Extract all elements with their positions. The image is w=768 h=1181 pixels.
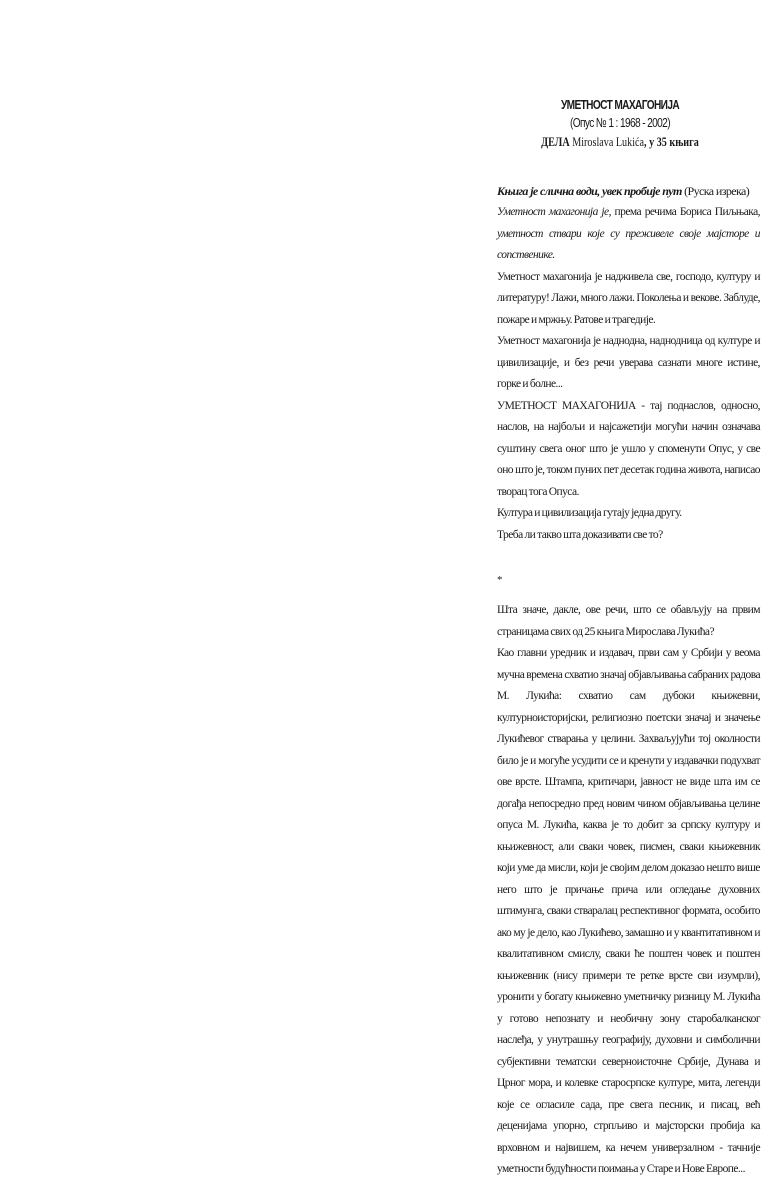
- works-line: [511, 132, 729, 152]
- works-author: Miroslava Lukića: [572, 134, 645, 149]
- paragraph-8: Као главни уредник и издавач, први сам у Србији у веома мучна времена схватио значај објављивања сабраних радова М. Лукића: схватио сам дубоки књижевни, културноисторијски, религиозно поетски значај и значење Лукићевог стварања у целини. Захваљујући тој околности било је и могуће усудити се и кренути у издавачки подухват ове врсте. Штампа, критичари, јавност не виде шта им се догађа непосредно пред новим чином објављивања целине опуса М. Лукића, каква је то добит за српску културу и књижевност, али сваки човек, писмен, сваки књижевник који уме да мисли, који је својим делом доказао нешто више него што је причање прича или огледање духовних штимунга, сваки стваралац респективног формата, особито ако му је дело, као Лукићево, замашно и у квантитативном и квалитативном смислу, сваки ће поштен човек и поштен књижевник (нису примери те ретке врсте сви изумрли), уронити у богату књижевно уметничку ризницу М. Лукића у готово непознату и необичну зону старобалканског наслеђа, у унутрашњу географију, духовни и симболични субјективни тематски северноисточне Србије, Дунава и Црног мора, и колевке старосрпске културе, мита, легенди које се огласиле сада, пре свега песник, и писац, већ деценијама упорно, стрпљиво и мајсторски пробија ка врховном и највишем, ка нечем универзалном - тачније уметности будућности поимања у Старе и Нове Европе...: [497, 647, 760, 1175]
- motto-text: Књига је слична води, увек пробије пут: [497, 184, 682, 198]
- works-count: 35 књига: [656, 134, 699, 149]
- works-prefix: ДЕЛА: [541, 134, 570, 149]
- paragraph-6: Треба ли такво шта доказивати све то?: [497, 528, 663, 541]
- paragraph-1: [497, 202, 760, 267]
- works-suffix: , у: [644, 134, 655, 149]
- paragraph-1-lead: Уметност махагонија је,: [497, 206, 611, 218]
- section-divider: *: [497, 574, 503, 586]
- paragraph-1-tail: уметност ствари које су преживеле своје мајсторе и сопственике.: [497, 227, 760, 261]
- document-body: [497, 180, 760, 1181]
- document-subtitle: (Опус № 1 : 1968 - 2002): [570, 115, 670, 130]
- paragraph-4: УМЕТНОСТ МАХАГОНИЈА - тај поднаслов, односно, наслов, на најбољи и најсажетији могући начин означава суштину свега оног што је ушло у споменути Опус, у све оно што је, током пуних пет десетак година живота, написао творац тога Опуса.: [497, 399, 760, 498]
- paragraph-5: Култура и цивилизација гутају једна другу.: [497, 507, 682, 519]
- paragraph-1-middle: према речима Бориса Пиљњака,: [610, 206, 760, 218]
- paragraph-2: Уметност махагонија је надживела све, господо, културу и литературу! Лажи, много лажи. Поколења и векове. Заблуде, пожаре и мржњу. Ратове и трагедије.: [497, 270, 760, 326]
- motto: [497, 180, 760, 202]
- motto-source: (Руска изрека): [684, 184, 750, 198]
- document-title: УМЕТНОСТ МАХАГОНИЈА: [560, 97, 680, 112]
- document-header: [480, 96, 760, 152]
- paragraph-7: Шта значе, дакле, ове речи, што се обављују на првим страницама свих од 25 књига Мирослава Лукића?: [497, 604, 760, 638]
- paragraph-3: Уметност махагонија је наднодна, наднодница од културе и цивилизације, и без речи уверава сазнати многе истине, горке и болне...: [497, 335, 760, 390]
